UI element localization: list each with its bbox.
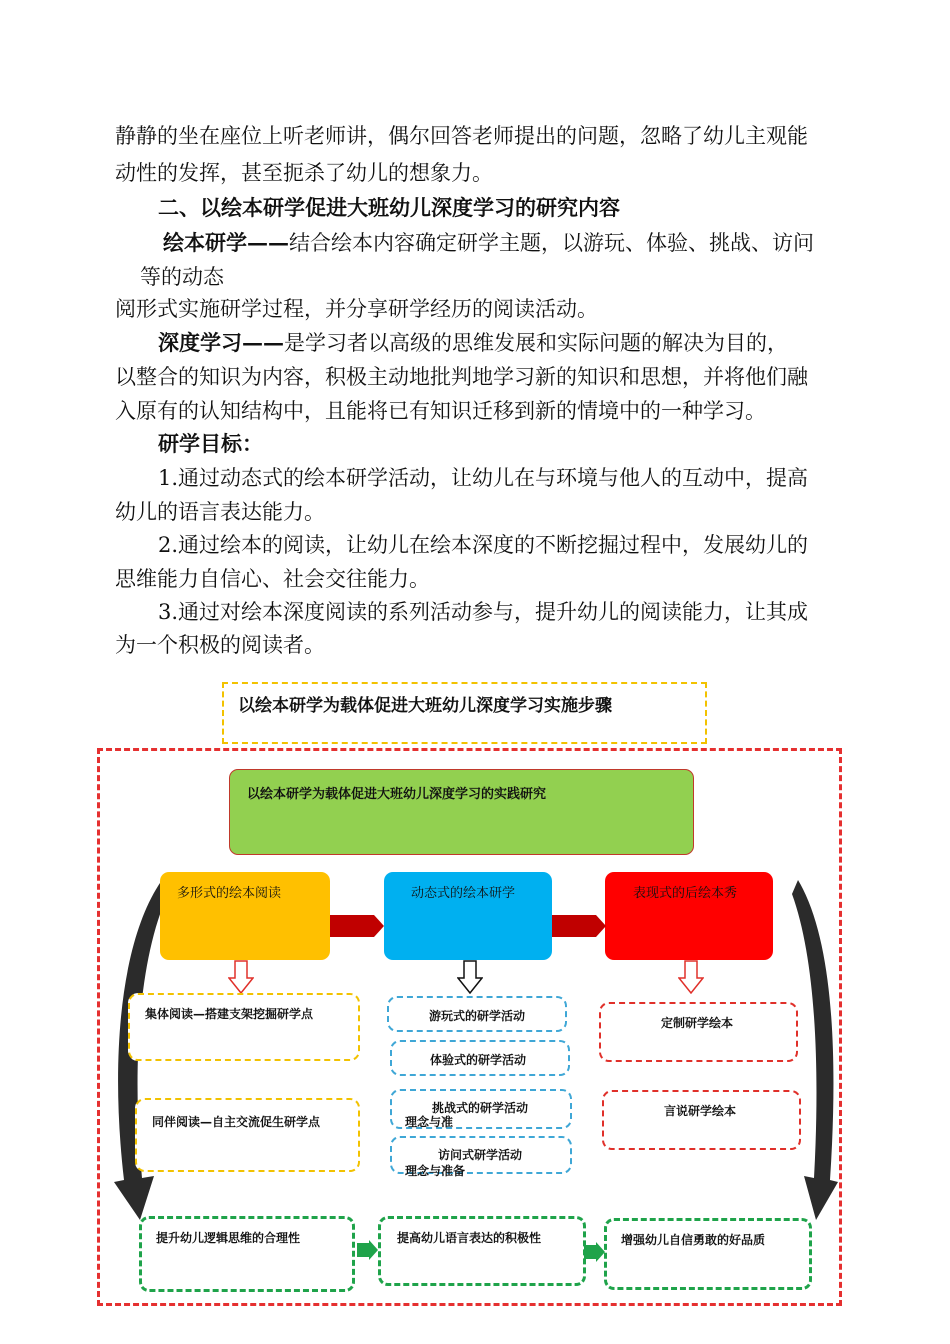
definition-text: 是学习者以高级的思维发展和实际问题的解决为目的， [284,331,788,355]
col2-item-box [390,1089,572,1129]
goal-line: 思维能力自信心、社会交往能力。 [115,567,430,591]
outcome-label: 提升幼儿逻辑思维的合理性 [156,1231,301,1245]
col1-item-box [135,1098,360,1172]
stage-label: 动态式的绘本研学 [411,886,516,901]
right-arrow-icon [330,912,386,940]
col2-item-label: 挑战式的研学活动 [432,1101,529,1115]
definition-line: 阅形式实施研学过程，并分享研学经历的阅读活动。 [115,297,598,321]
col2-item-box [390,1136,572,1178]
outcome-label: 增强幼儿自信勇敢的好品质 [621,1233,766,1247]
col3-item-label: 言说研学绘本 [664,1104,737,1118]
definition-line [163,228,814,258]
col3-item-box [599,1002,798,1062]
col2-item-label: 游玩式的研学活动 [429,1009,526,1023]
down-arrow-icon [228,960,254,994]
col2-item-label: 访问式研学活动 [438,1148,523,1162]
diagram-title-box [222,682,707,744]
definition-term: 绘本研学—— [163,230,289,255]
goal-line: 1.通过动态式的绘本研学活动，让幼儿在与环境与他人的互动中，提高 [158,466,809,490]
col2-item-box [390,1040,570,1076]
definition-line: 入原有的认知结构中，且能将已有知识迁移到新的情境中的一种学习。 [115,399,766,423]
definition-line: 以整合的知识为内容，积极主动地批判地学习新的知识和思想，并将他们融 [115,365,808,389]
outcome-box [604,1218,812,1290]
down-arrow-icon [457,960,483,994]
stage-show-box [605,872,773,960]
goal-line: 幼儿的语言表达能力。 [115,500,325,524]
stage-label: 多形式的绘本阅读 [177,886,282,901]
goals-heading: 研学目标： [158,431,263,456]
goal-line: 3.通过对绘本深度阅读的系列活动参与，提升幼儿的阅读能力，让其成 [158,600,809,624]
col2-item-sublabel: 理念与准 [405,1115,454,1129]
section-heading: 二、以绘本研学促进大班幼儿深度学习的研究内容 [158,195,620,220]
research-topic-label: 以绘本研学为载体促进大班幼儿深度学习的实践研究 [247,787,547,802]
col3-item-box [602,1090,801,1150]
col2-item-box [387,996,567,1032]
goal-line: 2.通过绘本的阅读，让幼儿在绘本深度的不断挖掘过程中，发展幼儿的 [158,533,809,557]
outcome-box [378,1216,586,1286]
outcome-label: 提高幼儿语言表达的积极性 [397,1231,542,1245]
paragraph-line: 静静的坐在座位上听老师讲，偶尔回答老师提出的问题，忽略了幼儿主观能 [115,124,808,148]
definition-text: 结合绘本内容确定研学主题，以游玩、体验、挑战、访问 [289,231,814,255]
down-arrow-icon [678,960,704,994]
right-arrow-icon [552,912,608,940]
col3-item-label: 定制研学绘本 [661,1016,734,1030]
col2-item-sublabel: 理念与准备 [405,1164,466,1178]
diagram-title: 以绘本研学为载体促进大班幼儿深度学习实施步骤 [238,696,612,716]
research-topic-box [229,769,694,855]
goal-line: 为一个积极的阅读者。 [115,633,325,657]
right-arrow-icon [357,1240,379,1260]
col1-item-label: 同伴阅读—自主交流促生研学点 [152,1115,321,1129]
definition-line: 等的动态 [140,265,224,289]
col1-item-box [128,993,360,1061]
stage-reading-box [160,872,330,960]
right-arrow-icon [584,1242,606,1262]
definition-line [158,328,788,358]
definition-term: 深度学习—— [158,330,284,355]
stage-research-box [384,872,552,960]
outcome-box [139,1216,355,1292]
col2-item-label: 体验式的研学活动 [430,1053,527,1067]
col1-item-label: 集体阅读—搭建支架挖掘研学点 [145,1007,314,1021]
stage-label: 表现式的后绘本秀 [633,886,738,901]
paragraph-line: 动性的发挥，甚至扼杀了幼儿的想象力。 [115,161,493,185]
